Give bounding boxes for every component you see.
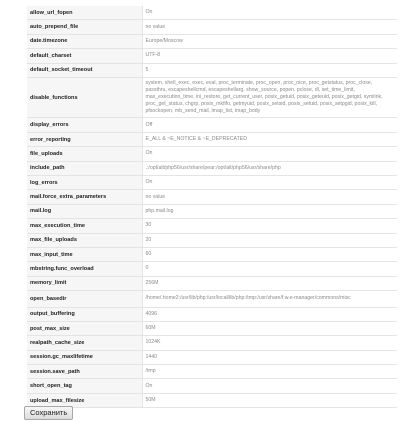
- setting-name: disable_functions: [27, 77, 142, 117]
- table-row: [27, 6, 397, 20]
- setting-value: 60: [145, 251, 152, 258]
- setting-value: /home/.home2:/usr/lib/php:/usr/local/lib/php:/tmp:/usr/share/f.w.e-manager/commons/misc: [145, 295, 351, 302]
- setting-value: On: [145, 179, 153, 186]
- setting-name: memory_limit: [27, 276, 142, 290]
- setting-value: 0: [145, 265, 149, 272]
- setting-value: UTF-8: [145, 52, 161, 59]
- setting-value: 1440: [145, 353, 158, 360]
- table-row: [27, 161, 397, 175]
- setting-name: upload_max_filesize: [27, 393, 142, 407]
- setting-name: session.gc_maxlifetime: [27, 350, 142, 364]
- setting-value: 50M: [145, 396, 156, 403]
- table-row: [27, 365, 397, 379]
- setting-value: On: [145, 9, 153, 16]
- setting-name: display_errors: [27, 118, 142, 132]
- setting-value: On: [145, 382, 153, 389]
- table-row: [27, 291, 397, 307]
- setting-name: include_path: [27, 161, 142, 175]
- table-row: [27, 20, 397, 34]
- setting-name: auto_prepend_file: [27, 20, 142, 34]
- setting-value: system, shell_exec, exec, eval, proc_terminate, proc_open, proc_nice, proc_getstatus, proc_close, passthru, escapeshellcmd, escapeshellarg, show_source, popen, pclose, dl, set_time_limit, max_execution_time, ini_restore, get_current_user, posix_getuid, posix_geteuid, posix_getgid, symlink, proc_get_status, chgrp, posix_mkfifo, getmyuid, posix_setsid, posix_setuid, posix_setpgid, posix_kill, pfsockopen, mb_send_mail, imap_list, imap_body: [145, 79, 383, 115]
- setting-value: 60M: [145, 325, 156, 332]
- save-button[interactable]: Сохранить: [24, 406, 73, 420]
- setting-name: default_socket_timeout: [27, 63, 142, 77]
- setting-name: max_execution_time: [27, 219, 142, 233]
- table-row: [27, 147, 397, 161]
- setting-value: 20: [145, 236, 152, 243]
- setting-value: 5: [145, 66, 149, 73]
- setting-value: .:/opt/alt/php56/usr/share/pear:/opt/alt/php56/usr/share/php: [145, 164, 281, 171]
- table-row: [27, 34, 397, 48]
- table-row: [27, 276, 397, 290]
- setting-value: 30: [145, 222, 152, 229]
- setting-name: post_max_size: [27, 321, 142, 335]
- table-row: [27, 219, 397, 233]
- setting-name: default_charset: [27, 49, 142, 63]
- setting-name: mail.log: [27, 204, 142, 218]
- setting-name: mail.force_extra_parameters: [27, 190, 142, 204]
- setting-name: allow_url_fopen: [27, 6, 142, 20]
- setting-name: date.timezone: [27, 34, 142, 48]
- table-row: [27, 379, 397, 393]
- table-row: [27, 118, 397, 132]
- table-row: [27, 175, 397, 189]
- table-row: [27, 77, 397, 117]
- php-settings-table: [27, 6, 397, 408]
- setting-value: no value: [145, 193, 166, 200]
- setting-name: session.save_path: [27, 365, 142, 379]
- setting-value: 4096: [145, 310, 158, 317]
- setting-value: php.mail.log: [145, 207, 174, 214]
- table-row: [27, 393, 397, 407]
- table-row: [27, 336, 397, 350]
- setting-name: mbstring.func_overload: [27, 262, 142, 276]
- setting-name: short_open_tag: [27, 379, 142, 393]
- table-row: [27, 49, 397, 63]
- table-row: [27, 350, 397, 364]
- setting-name: output_buffering: [27, 307, 142, 321]
- setting-value: /tmp: [145, 368, 156, 375]
- table-row: [27, 132, 397, 146]
- setting-name: max_file_uploads: [27, 233, 142, 247]
- table-row: [27, 233, 397, 247]
- setting-value: 256M: [145, 279, 159, 286]
- setting-value: Europe/Moscow: [145, 37, 183, 44]
- setting-value: E_ALL & ~E_NOTICE & ~E_DEPRECATED: [145, 135, 247, 142]
- setting-name: file_uploads: [27, 147, 142, 161]
- setting-value: On: [145, 150, 153, 157]
- table-row: [27, 190, 397, 204]
- table-row: [27, 247, 397, 261]
- setting-value: Off: [145, 121, 153, 128]
- setting-name: realpath_cache_size: [27, 336, 142, 350]
- setting-name: max_input_time: [27, 247, 142, 261]
- setting-name: open_basedir: [27, 291, 142, 307]
- table-row: [27, 321, 397, 335]
- setting-name: error_reporting: [27, 132, 142, 146]
- setting-value: no value: [145, 23, 166, 30]
- table-row: [27, 307, 397, 321]
- table-row: [27, 262, 397, 276]
- table-row: [27, 63, 397, 77]
- setting-name: log_errors: [27, 175, 142, 189]
- table-row: [27, 204, 397, 218]
- setting-value: 1024K: [145, 339, 161, 346]
